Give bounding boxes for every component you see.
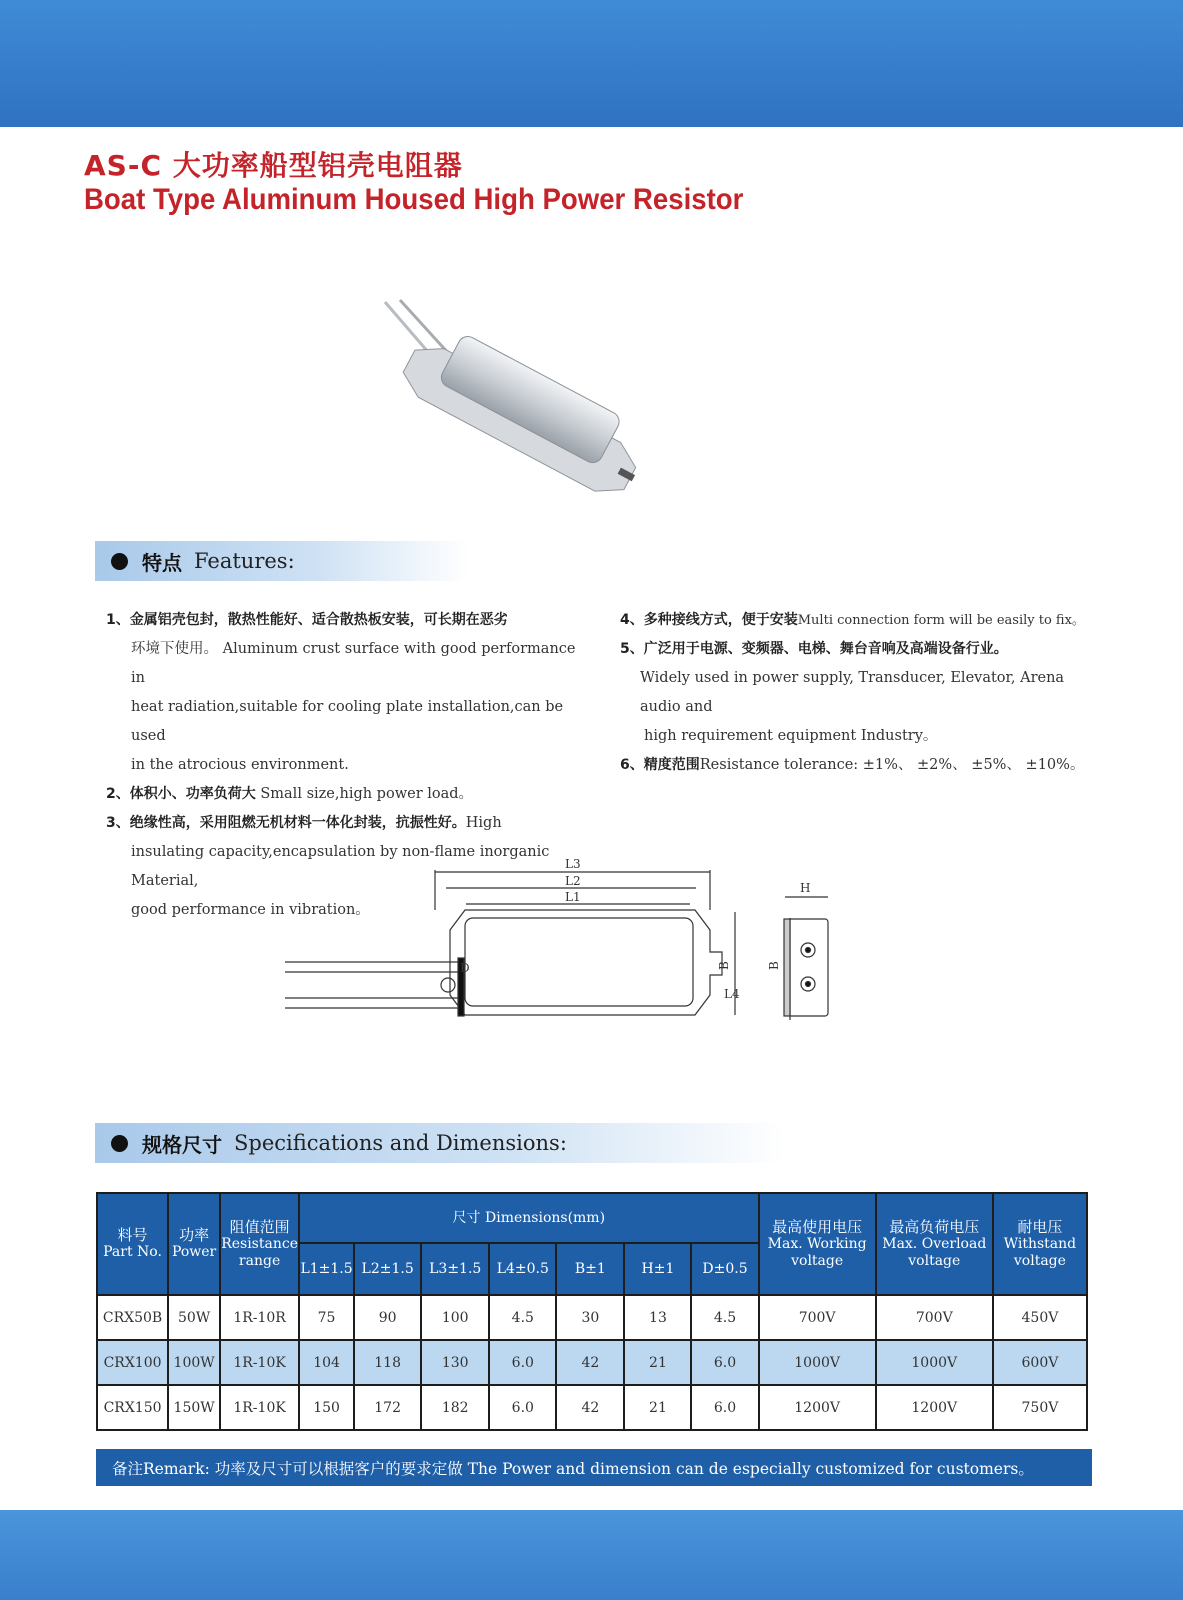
- table-cell: 100: [421, 1295, 489, 1340]
- table-cell: 6.0: [691, 1340, 758, 1385]
- label-l2: L2: [565, 874, 581, 888]
- title-english: Boat Type Aluminum Housed High Power Resistor: [84, 183, 744, 216]
- remark-bar: [96, 1449, 1092, 1486]
- table-cell: 1000V: [759, 1340, 876, 1385]
- table-cell: 1R-10R: [220, 1295, 299, 1340]
- table-cell: CRX150: [97, 1385, 168, 1430]
- feature-2: 2、体积小、功率负荷大 Small size,high power load。: [106, 786, 474, 802]
- table-cell: 1R-10K: [220, 1340, 299, 1385]
- table-cell: 30: [556, 1295, 624, 1340]
- header-dim-col: L2±1.5: [354, 1243, 421, 1295]
- table-cell: 1200V: [759, 1385, 876, 1430]
- table-cell: 6.0: [489, 1340, 556, 1385]
- label-l3: L3: [565, 857, 581, 871]
- table-cell: 1000V: [876, 1340, 993, 1385]
- header-dim-col: L1±1.5: [299, 1243, 354, 1295]
- table-row: [97, 1295, 1087, 1340]
- title-chinese: AS-C 大功率船型铝壳电阻器: [84, 149, 463, 182]
- table-cell: 700V: [876, 1295, 993, 1340]
- table-cell: 21: [624, 1385, 691, 1430]
- label-d: D: [460, 961, 470, 975]
- table-cell: 1R-10K: [220, 1385, 299, 1430]
- bullet-icon: [111, 1135, 128, 1152]
- remark-text: 备注Remark: 功率及尺寸可以根据客户的要求定做 The Power and dimension can de especially customized for customers。: [112, 1459, 1034, 1478]
- table-cell: 172: [354, 1385, 421, 1430]
- label-h: H: [800, 881, 811, 895]
- label-b2: B: [767, 961, 781, 970]
- features-heading-cn: 特点: [142, 550, 182, 575]
- feature-1-line: in the atrocious environment.: [131, 757, 349, 773]
- table-cell: 100W: [168, 1340, 220, 1385]
- table-cell: 75: [299, 1295, 354, 1340]
- feature-3-line: good performance in vibration。: [131, 902, 370, 918]
- table-row: [97, 1385, 1087, 1430]
- header-resistance: 阻值范围 Resistance range: [220, 1193, 299, 1295]
- table-cell: 6.0: [691, 1385, 758, 1430]
- feature-3: 3、绝缘性高，采用阻燃无机材料一体化封装，抗振性好。High: [106, 815, 502, 831]
- top-band: [0, 0, 1183, 127]
- feature-3-line: insulating capacity,encapsulation by non-flame inorganic Material,: [131, 844, 550, 889]
- header-part-no: 料号 Part No.: [97, 1193, 168, 1295]
- table-cell: 700V: [759, 1295, 876, 1340]
- table-cell: 104: [299, 1340, 354, 1385]
- feature-4: 4、多种接线方式，便于安装Multi connection form will be easily to fix。: [620, 612, 1085, 628]
- label-l4: L4: [724, 987, 740, 1001]
- header-dimensions: 尺寸 Dimensions(mm): [299, 1193, 759, 1243]
- header-dim-col: L4±0.5: [489, 1243, 556, 1295]
- header-dim-col: L3±1.5: [421, 1243, 489, 1295]
- feature-5-line: Widely used in power supply, Transducer, Elevator, Arena audio and: [640, 670, 1065, 715]
- table-cell: CRX50B: [97, 1295, 168, 1340]
- table-cell: 118: [354, 1340, 421, 1385]
- specs-heading: [95, 1123, 785, 1163]
- table-cell: 42: [556, 1385, 624, 1430]
- table-cell: 4.5: [489, 1295, 556, 1340]
- table-cell: 6.0: [489, 1385, 556, 1430]
- header-power: 功率 Power: [168, 1193, 220, 1295]
- spec-table: [96, 1192, 1088, 1431]
- features-heading-en: Features:: [194, 549, 295, 573]
- specs-heading-cn: 规格尺寸: [142, 1132, 222, 1157]
- bullet-icon: [111, 553, 128, 570]
- feature-5-line: high requirement equipment Industry。: [644, 728, 938, 744]
- table-cell: 42: [556, 1340, 624, 1385]
- table-row: [97, 1340, 1087, 1385]
- specs-heading-en: Specifications and Dimensions:: [234, 1131, 567, 1155]
- table-cell: 182: [421, 1385, 489, 1430]
- table-cell: 1200V: [876, 1385, 993, 1430]
- table-cell: 13: [624, 1295, 691, 1340]
- table-cell: 130: [421, 1340, 489, 1385]
- table-cell: 150: [299, 1385, 354, 1430]
- table-cell: 50W: [168, 1295, 220, 1340]
- dimension-diagram: [270, 857, 870, 1050]
- feature-1: 1、金属铝壳包封，散热性能好、适合散热板安装，可长期在恶劣: [106, 612, 508, 628]
- header-dim-col: B±1: [556, 1243, 624, 1295]
- table-cell: 450V: [993, 1295, 1087, 1340]
- product-photo: [380, 300, 680, 500]
- label-l1: L1: [565, 890, 581, 904]
- table-cell: 90: [354, 1295, 421, 1340]
- bottom-band: [0, 1510, 1183, 1600]
- table-cell: CRX100: [97, 1340, 168, 1385]
- features-right: [620, 606, 1100, 780]
- header-max-overload: 最高负荷电压 Max. Overload voltage: [876, 1193, 993, 1295]
- header-withstand: 耐电压 Withstand voltage: [993, 1193, 1087, 1295]
- feature-5: 5、广泛用于电源、变频器、电梯、舞台音响及高端设备行业。: [620, 641, 1008, 657]
- header-dim-col: D±0.5: [691, 1243, 758, 1295]
- table-cell: 600V: [993, 1340, 1087, 1385]
- header-dim-col: H±1: [624, 1243, 691, 1295]
- table-cell: 21: [624, 1340, 691, 1385]
- feature-1-line: 环境下使用。 Aluminum crust surface with good performance in: [131, 641, 576, 686]
- table-cell: 4.5: [691, 1295, 758, 1340]
- feature-1-line: heat radiation,suitable for cooling plate installation,can be used: [131, 699, 564, 744]
- table-cell: 750V: [993, 1385, 1087, 1430]
- features-heading: [95, 541, 470, 581]
- label-b1: B: [717, 961, 731, 970]
- spec-table-body: [97, 1295, 1087, 1430]
- header-max-working: 最高使用电压 Max. Working voltage: [759, 1193, 876, 1295]
- feature-6: 6、精度范围Resistance tolerance: ±1%、 ±2%、 ±5%、 ±10%。: [620, 757, 1085, 773]
- table-cell: 150W: [168, 1385, 220, 1430]
